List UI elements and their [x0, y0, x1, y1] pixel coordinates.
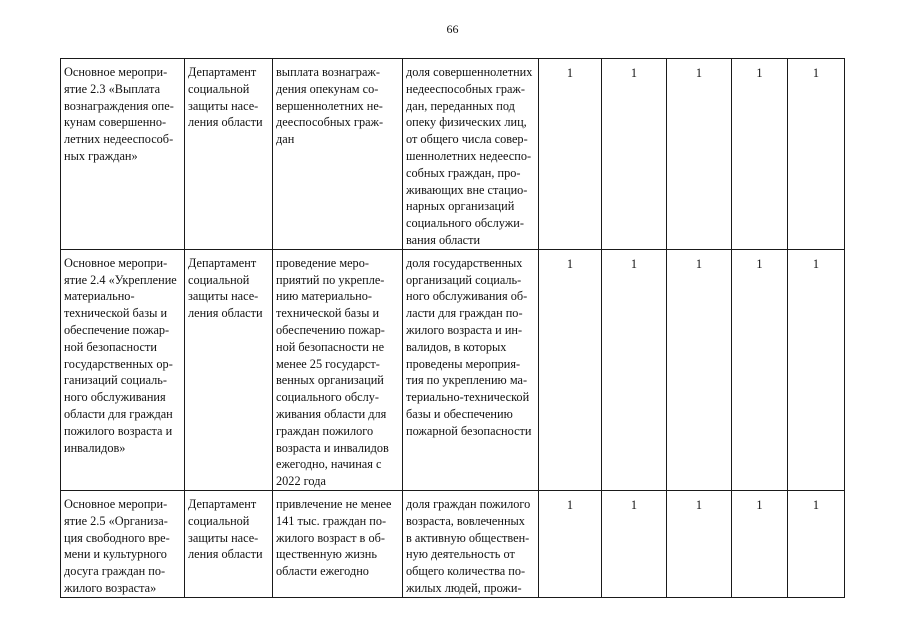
value-cell: 1: [602, 249, 667, 490]
event-cell: Основное меропри- ятие 2.3 «Выплата вознаграждения опе- кунам совершенно- летних недееспособ- ных граждан»: [61, 59, 185, 250]
event-cell: Основное меропри- ятие 2.4 «Укрепление материально- технической базы и обеспечение пожар- ной безопасности государственных ор- ганизаций социаль- ного обслуживания области для граждан пожилого возраста и инвалидов»: [61, 249, 185, 490]
value-cell: 1: [788, 249, 845, 490]
value-cell: 1: [539, 59, 602, 250]
table-row: [61, 490, 845, 597]
action-cell: проведение меро- приятий по укрепле- нию материально- технической базы и обеспечению пожар- ной безопасности не менее 25 государст- венных организаций социального обслу- живания области для граждан пожилого возраста и инвалидов ежегодно, начиная с 2022 года: [273, 249, 403, 490]
value-cell: 1: [539, 490, 602, 597]
value-cell: 1: [602, 490, 667, 597]
value-cell: 1: [732, 59, 788, 250]
value-cell: 1: [788, 490, 845, 597]
event-cell: Основное меропри- ятие 2.5 «Организа- ция свободного вре- мени и культурного досуга граждан по- жилого возраста»: [61, 490, 185, 597]
value-cell: 1: [667, 59, 732, 250]
value-cell: 1: [539, 249, 602, 490]
value-cell: 1: [667, 490, 732, 597]
indicator-cell: доля совершеннолетних недееспособных граж- дан, переданных под опеку физических лиц, от общего числа совер- шеннолетних недееспо- собных граждан, про- живающих вне стацио- нарных организаций социального обслужи- вания области: [403, 59, 539, 250]
page-number: 66: [446, 22, 459, 36]
executor-cell: Департамент социальной защиты насе- ления области: [185, 249, 273, 490]
program-table: [60, 58, 845, 598]
value-cell: 1: [732, 249, 788, 490]
value-cell: 1: [788, 59, 845, 250]
table-row: [61, 249, 845, 490]
value-cell: 1: [667, 249, 732, 490]
action-cell: выплата вознаграж- дения опекунам со- вершеннолетних не- дееспособных граж- дан: [273, 59, 403, 250]
value-cell: 1: [732, 490, 788, 597]
table-row: [61, 59, 845, 250]
action-cell: привлечение не менее 141 тыс. граждан по- жилого возраст в об- щественную жизнь области ежегодно: [273, 490, 403, 597]
value-cell: 1: [602, 59, 667, 250]
executor-cell: Департамент социальной защиты насе- ления области: [185, 59, 273, 250]
indicator-cell: доля государственных организаций социаль- ного обслуживания об- ласти для граждан по- жилого возраста и ин- валидов, в которых проведены мероприя- тия по укреплению ма- териально-технической базы и обеспечению пожарной безопасности: [403, 249, 539, 490]
executor-cell: Департамент социальной защиты насе- ления области: [185, 490, 273, 597]
indicator-cell: доля граждан пожилого возраста, вовлеченных в активную обществен- ную деятельность от общего количества по- жилых людей, прожи-: [403, 490, 539, 597]
